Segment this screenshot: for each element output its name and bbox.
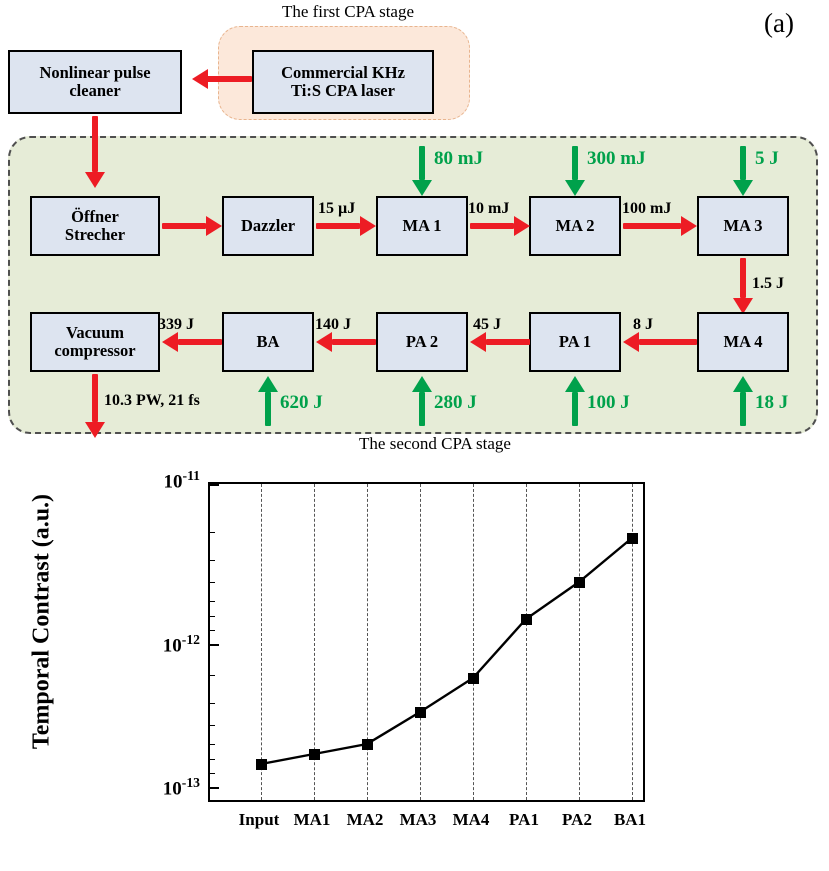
arrow-ma4-to-pa1 bbox=[623, 339, 697, 345]
pump-arrow-ma3 bbox=[740, 146, 746, 196]
box-nonlinear-pulse-cleaner-line1: Nonlinear pulse bbox=[39, 62, 151, 82]
data-point-ma2 bbox=[362, 739, 373, 750]
label-output: 10.3 PW, 21 fs bbox=[104, 392, 200, 409]
box-commercial-khz-laser-line1: Commercial KHz bbox=[281, 62, 405, 82]
box-nonlinear-pulse-cleaner-line2: cleaner bbox=[69, 81, 121, 100]
y-tick-label-1e-12: $10^{-12}$ bbox=[162, 632, 200, 657]
pump-arrow-ba bbox=[265, 376, 271, 426]
box-ma4-label: MA 4 bbox=[723, 331, 763, 351]
label-ma1-to-ma2: 10 mJ bbox=[468, 200, 510, 217]
box-commercial-khz-laser[interactable] bbox=[252, 50, 434, 114]
y-tick-label-1e-13: $10^{-13}$ bbox=[162, 775, 200, 800]
series-line bbox=[210, 484, 647, 804]
arrow-laser-to-cleaner bbox=[192, 76, 252, 82]
x-tick-label-ma3: MA3 bbox=[399, 810, 437, 829]
y-tick-label-1e-11: $10^{-11}$ bbox=[163, 468, 200, 493]
box-ma2-label: MA 2 bbox=[555, 215, 595, 235]
pump-label-ma3: 5 J bbox=[755, 148, 779, 169]
panel-b-chart bbox=[0, 458, 829, 871]
pump-arrow-pa1 bbox=[572, 376, 578, 426]
box-commercial-khz-laser-line2: Ti:S CPA laser bbox=[291, 81, 395, 100]
label-ma2-to-ma3: 100 mJ bbox=[622, 200, 672, 217]
box-ba-label: BA bbox=[256, 331, 280, 351]
data-point-pa2 bbox=[574, 577, 585, 588]
pump-arrow-ma1 bbox=[419, 146, 425, 196]
box-offner-stretcher-line1: Öffner bbox=[71, 206, 119, 226]
arrow-dazzler-to-ma1 bbox=[316, 223, 376, 229]
box-pa1-label: PA 1 bbox=[558, 331, 592, 351]
box-ma2[interactable] bbox=[529, 196, 621, 256]
arrow-compressor-output bbox=[92, 374, 98, 438]
y-axis-title: Temporal Contrast (a.u.) bbox=[28, 493, 55, 750]
label-pa2-to-ba: 140 J bbox=[315, 316, 351, 333]
box-ma3-label: MA 3 bbox=[723, 215, 763, 235]
arrow-ma1-to-ma2 bbox=[470, 223, 530, 229]
pump-label-ma1: 80 mJ bbox=[434, 148, 484, 169]
box-offner-stretcher-line2: Strecher bbox=[64, 225, 126, 244]
box-offner-stretcher[interactable] bbox=[30, 196, 160, 256]
box-dazzler-label: Dazzler bbox=[240, 215, 296, 235]
pump-arrow-ma2 bbox=[572, 146, 578, 196]
plot-area bbox=[208, 482, 645, 802]
arrow-cleaner-to-stretcher bbox=[92, 116, 98, 188]
x-tick-label-ma2: MA2 bbox=[346, 810, 384, 829]
pump-arrow-ma4 bbox=[740, 376, 746, 426]
pump-label-pa2: 280 J bbox=[434, 392, 477, 413]
box-vacuum-compressor-line1: Vacuum bbox=[65, 322, 125, 342]
box-pa2-label: PA 2 bbox=[405, 331, 439, 351]
pump-label-pa1: 100 J bbox=[587, 392, 630, 413]
label-ma3-to-ma4: 1.5 J bbox=[752, 275, 784, 292]
x-tick-label-ba1: BA1 bbox=[613, 810, 647, 829]
box-ma1-label: MA 1 bbox=[402, 215, 442, 235]
arrow-pa1-to-pa2 bbox=[470, 339, 530, 345]
arrow-ma2-to-ma3 bbox=[623, 223, 697, 229]
label-ma4-to-pa1: 8 J bbox=[633, 316, 653, 333]
box-vacuum-compressor[interactable] bbox=[30, 312, 160, 372]
data-point-ba1 bbox=[627, 533, 638, 544]
label-pa1-to-pa2: 45 J bbox=[473, 316, 501, 333]
data-point-pa1 bbox=[521, 614, 532, 625]
data-point-input bbox=[256, 759, 267, 770]
pump-arrow-pa2 bbox=[419, 376, 425, 426]
label-ba-to-compressor: 339 J bbox=[158, 316, 194, 333]
x-tick-label-pa2: PA2 bbox=[562, 810, 592, 829]
box-pa1[interactable] bbox=[529, 312, 621, 372]
arrow-ba-to-compressor bbox=[162, 339, 222, 345]
box-vacuum-compressor-line2: compressor bbox=[54, 341, 136, 360]
box-pa2[interactable] bbox=[376, 312, 468, 372]
second-cpa-stage-title: The second CPA stage bbox=[359, 434, 511, 453]
box-ma4[interactable] bbox=[697, 312, 789, 372]
label-dazzler-to-ma1: 15 µJ bbox=[318, 200, 356, 217]
x-tick-label-ma1: MA1 bbox=[293, 810, 331, 829]
data-point-ma4 bbox=[468, 673, 479, 684]
panel-a-label: (a) bbox=[764, 8, 794, 38]
box-dazzler[interactable] bbox=[222, 196, 314, 256]
box-nonlinear-pulse-cleaner[interactable] bbox=[8, 50, 182, 114]
pump-label-ma2: 300 mJ bbox=[587, 148, 646, 169]
first-cpa-stage-title: The first CPA stage bbox=[281, 2, 415, 21]
x-tick-label-input: Input bbox=[238, 810, 280, 829]
box-ba[interactable] bbox=[222, 312, 314, 372]
x-tick-label-ma4: MA4 bbox=[452, 810, 490, 829]
x-tick-label-pa1: PA1 bbox=[509, 810, 539, 829]
data-point-ma3 bbox=[415, 707, 426, 718]
arrow-stretcher-to-dazzler bbox=[162, 223, 222, 229]
box-ma3[interactable] bbox=[697, 196, 789, 256]
pump-label-ba: 620 J bbox=[280, 392, 323, 413]
pump-label-ma4: 18 J bbox=[755, 392, 789, 413]
arrow-ma3-to-ma4 bbox=[740, 258, 746, 314]
arrow-pa2-to-ba bbox=[316, 339, 376, 345]
data-point-ma1 bbox=[309, 749, 320, 760]
box-ma1[interactable] bbox=[376, 196, 468, 256]
